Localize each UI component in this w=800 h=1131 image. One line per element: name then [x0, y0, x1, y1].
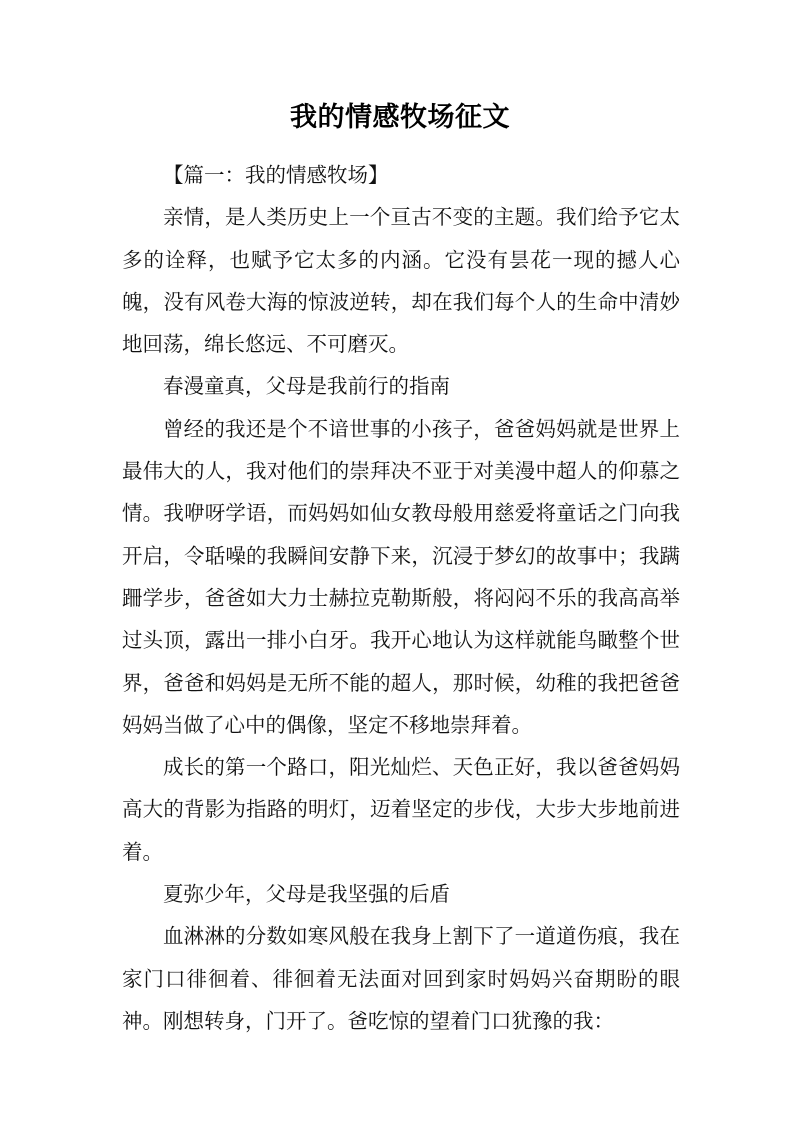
- paragraph-first-crossroad: 成长的第一个路口，阳光灿烂、天色正好，我以爸爸妈妈高大的背影为指路的明灯，迈着坚定的步伐，大步大步地前进着。: [122, 755, 680, 864]
- paragraph-intro: 亲情，是人类历史上一个亘古不变的主题。我们给予它太多的诠释，也赋予它太多的内涵。它没有昙花一现的撼人心魄，没有风卷大海的惊波逆转，却在我们每个人的生命中清妙地回荡，绵长悠远、不可磨灭。: [122, 205, 680, 357]
- section-heading: 【篇一：我的情感牧场】: [163, 163, 389, 187]
- paragraph-scores: 血淋淋的分数如寒风般在我身上割下了一道道伤痕，我在家门口徘徊着、徘徊着无法面对回到家时妈妈兴奋期盼的眼神。刚想转身，门开了。爸吃惊的望着门口犹豫的我：: [122, 924, 680, 1033]
- subheading-summer: 夏弥少年，父母是我坚强的后盾: [163, 882, 450, 907]
- subheading-spring: 春漫童真，父母是我前行的指南: [163, 374, 450, 399]
- document-body: [122, 154, 680, 1042]
- document-title: 我的情感牧场征文: [290, 102, 510, 133]
- paragraph-childhood: 曾经的我还是个不谙世事的小孩子，爸爸妈妈就是世界上最伟大的人，我对他们的崇拜决不亚于对美漫中超人的仰慕之情。我咿呀学语，而妈妈如仙女教母般用慈爱将童话之门向我开启，令聒噪的我瞬间安静下来，沉浸于梦幻的故事中；我蹒跚学步，爸爸如大力士赫拉克勒斯般，将闷闷不乐的我高高举过头顶，露出一排小白牙。我开心地认为这样就能鸟瞰整个世界，爸爸和妈妈是无所不能的超人，那时候，幼稚的我把爸爸妈妈当做了心中的偶像，坚定不移地崇拜着。: [122, 416, 680, 737]
